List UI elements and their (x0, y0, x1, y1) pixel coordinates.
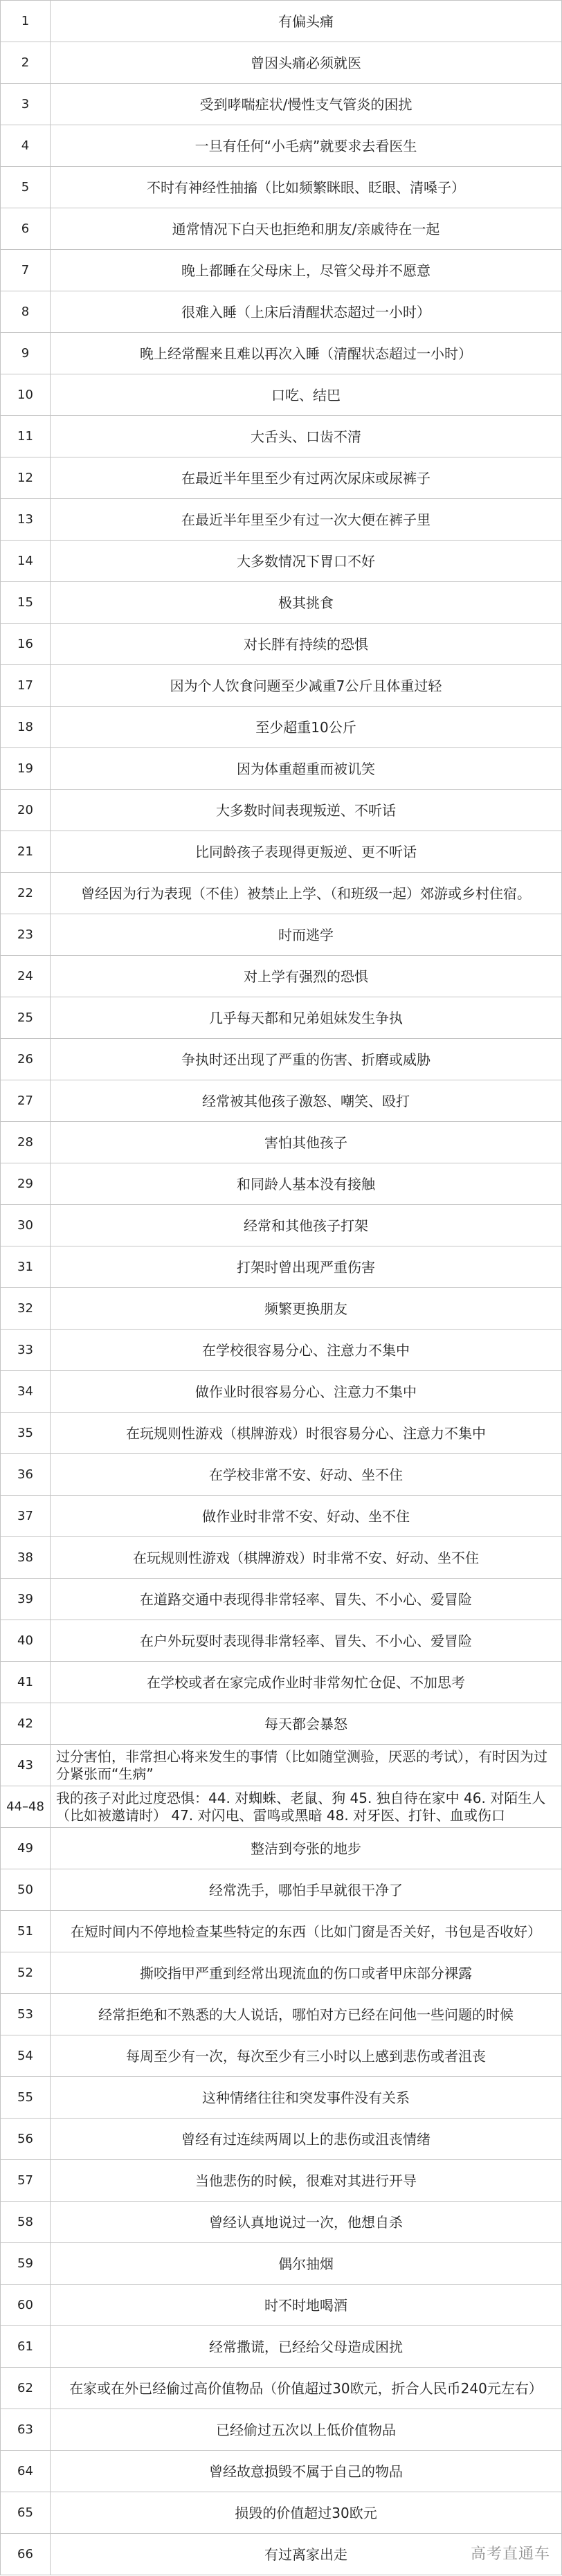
table-row (1, 873, 561, 914)
row-number: 8 (1, 291, 51, 332)
row-number: 20 (1, 790, 51, 831)
row-number: 43 (1, 1745, 51, 1786)
row-text: 争执时还出现了严重的伤害、折磨或威胁 (181, 1051, 430, 1068)
row-text: 大多数时间表现叛逆、不听话 (216, 801, 396, 819)
row-text: 极其挑食 (278, 594, 334, 611)
row-number: 29 (1, 1163, 51, 1204)
row-text: 在户外玩耍时表现得非常轻率、冒失、不小心、爱冒险 (140, 1632, 472, 1649)
row-number: 2 (1, 42, 51, 83)
table-row (1, 1662, 561, 1703)
table-row (1, 707, 561, 748)
row-number: 54 (1, 2035, 51, 2076)
row-number: 1 (1, 1, 51, 42)
table-row (1, 2202, 561, 2243)
table-row (1, 1703, 561, 1745)
row-text: 时而逃学 (278, 926, 334, 943)
row-text: 因为体重超重而被讥笑 (237, 760, 375, 777)
row-number: 22 (1, 873, 51, 914)
row-number: 33 (1, 1330, 51, 1370)
row-number: 14 (1, 541, 51, 581)
table-row (1, 2077, 561, 2119)
row-text: 做作业时非常不安、好动、坐不住 (202, 1507, 410, 1525)
row-number: 65 (1, 2492, 51, 2533)
row-number: 6 (1, 208, 51, 249)
row-text: 经常拒绝和不熟悉的大人说话，哪怕对方已经在问他一些问题的时候 (98, 2006, 514, 2023)
row-number: 10 (1, 374, 51, 415)
row-number: 30 (1, 1205, 51, 1246)
row-number: 59 (1, 2243, 51, 2284)
table-row (1, 457, 561, 499)
row-number: 13 (1, 499, 51, 540)
table-row (1, 1869, 561, 1911)
table-row (1, 125, 561, 167)
row-number: 56 (1, 2119, 51, 2159)
table-row (1, 2368, 561, 2409)
table-row (1, 748, 561, 790)
row-number: 60 (1, 2285, 51, 2325)
row-text: 曾经认真地说过一次，他想自杀 (209, 2213, 403, 2231)
table-row (1, 2035, 561, 2077)
row-text: 有偏头痛 (278, 12, 334, 30)
table-row (1, 1, 561, 42)
row-text: 每天都会暴怒 (264, 1715, 347, 1732)
row-number: 23 (1, 914, 51, 955)
row-text: 对长胖有持续的恐惧 (244, 635, 368, 653)
row-text: 在最近半年里至少有过两次尿床或尿裤子 (181, 469, 430, 487)
row-text: 在玩规则性游戏（棋牌游戏）时非常不安、好动、坐不住 (133, 1549, 479, 1566)
row-text: 曾经故意损毁不属于自己的物品 (209, 2462, 403, 2480)
table-row (1, 1413, 561, 1454)
table-row (1, 1039, 561, 1080)
row-number: 5 (1, 167, 51, 208)
table-row (1, 1911, 561, 1952)
row-number: 62 (1, 2368, 51, 2409)
table-row (1, 2160, 561, 2202)
row-number: 44–48 (1, 1786, 51, 1827)
row-number: 36 (1, 1454, 51, 1495)
row-text: 在道路交通中表现得非常轻率、冒失、不小心、爱冒险 (140, 1590, 472, 1608)
table-row (1, 167, 561, 208)
row-text: 受到哮喘症状/慢性支气管炎的困扰 (199, 96, 413, 113)
row-number: 11 (1, 416, 51, 457)
row-number: 35 (1, 1413, 51, 1453)
table-row (1, 2243, 561, 2285)
row-number: 38 (1, 1537, 51, 1578)
table-row (1, 1745, 561, 1786)
table-row (1, 2326, 561, 2368)
row-text: 几乎每天都和兄弟姐妹发生争执 (209, 1009, 403, 1026)
table-row (1, 1122, 561, 1163)
row-number: 25 (1, 997, 51, 1038)
row-number: 28 (1, 1122, 51, 1163)
row-text: 做作业时很容易分心、注意力不集中 (195, 1383, 417, 1400)
table-row (1, 250, 561, 291)
row-number: 17 (1, 665, 51, 706)
row-text: 偶尔抽烟 (278, 2255, 334, 2272)
row-text: 很难入睡（上床后清醒状态超过一小时） (181, 303, 430, 320)
row-text: 已经偷过五次以上低价值物品 (216, 2421, 396, 2438)
row-number: 37 (1, 1496, 51, 1536)
row-number: 21 (1, 831, 51, 872)
table-row (1, 1371, 561, 1413)
row-text: 经常撒谎，已经给父母造成困扰 (209, 2338, 403, 2355)
table-row (1, 1496, 561, 1537)
table-row (1, 499, 561, 541)
row-number: 42 (1, 1703, 51, 1744)
table-row (1, 956, 561, 997)
row-text: 和同龄人基本没有接触 (237, 1175, 375, 1192)
row-text: 过分害怕，非常担心将来发生的事情（比如随堂测验，厌恶的考试），有时因为过分紧张而“生病” (56, 1748, 547, 1782)
row-text: 曾因头痛必须就医 (251, 54, 361, 71)
row-number: 7 (1, 250, 51, 291)
table-row (1, 790, 561, 831)
table-row (1, 2285, 561, 2326)
row-text: 害怕其他孩子 (264, 1134, 347, 1151)
table-row (1, 84, 561, 125)
row-number: 66 (1, 2534, 51, 2575)
row-text: 晚上都睡在父母床上，尽管父母并不愿意 (181, 262, 430, 279)
row-text: 这种情绪往往和突发事件没有关系 (202, 2089, 410, 2106)
table-row (1, 291, 561, 333)
row-text: 在最近半年里至少有过一次大便在裤子里 (181, 511, 430, 528)
row-number: 24 (1, 956, 51, 997)
row-text: 比同龄孩子表现得更叛逆、更不听话 (195, 843, 417, 860)
row-number: 52 (1, 1952, 51, 1993)
table-row (1, 1620, 561, 1662)
row-text: 至少超重10公斤 (255, 718, 356, 736)
table-row (1, 541, 561, 582)
table-row (1, 42, 561, 84)
row-text: 在家或在外已经偷过高价值物品（价值超过30欧元，折合人民币240元左右） (69, 2379, 543, 2397)
row-number: 53 (1, 1994, 51, 2035)
row-text: 经常被其他孩子激怒、嘲笑、殴打 (202, 1092, 410, 1109)
table-row (1, 1952, 561, 1994)
table-row (1, 1786, 561, 1828)
row-text: 大舌头、口齿不清 (251, 428, 361, 445)
row-text: 损毁的价值超过30欧元 (235, 2504, 377, 2521)
row-text: 在学校或者在家完成作业时非常匆忙仓促、不加思考 (147, 1674, 465, 1691)
table-row (1, 2492, 561, 2534)
row-number: 26 (1, 1039, 51, 1080)
table-row (1, 1080, 561, 1122)
table-row (1, 333, 561, 374)
row-text: 一旦有任何“小毛病”就要求去看医生 (194, 137, 417, 154)
table-row (1, 1288, 561, 1330)
row-text: 大多数情况下胃口不好 (237, 552, 375, 570)
row-text: 在玩规则性游戏（棋牌游戏）时很容易分心、注意力不集中 (126, 1424, 486, 1442)
row-number: 64 (1, 2451, 51, 2492)
table-row (1, 208, 561, 250)
row-number: 9 (1, 333, 51, 374)
row-number: 61 (1, 2326, 51, 2367)
row-text: 经常洗手，哪怕手早就很干净了 (209, 1881, 403, 1898)
row-text: 在学校非常不安、好动、坐不住 (209, 1466, 403, 1483)
row-number: 16 (1, 624, 51, 664)
row-number: 34 (1, 1371, 51, 1412)
table-row (1, 665, 561, 707)
table-row (1, 914, 561, 956)
table-row (1, 1537, 561, 1579)
row-text: 频繁更换朋友 (264, 1300, 347, 1317)
row-number: 31 (1, 1246, 51, 1287)
row-number: 32 (1, 1288, 51, 1329)
row-number: 55 (1, 2077, 51, 2118)
row-number: 40 (1, 1620, 51, 1661)
row-text: 打架时曾出现严重伤害 (237, 1258, 375, 1276)
table-row (1, 1205, 561, 1246)
row-text: 有过离家出走 (264, 2546, 347, 2563)
table-row (1, 2119, 561, 2160)
row-text: 曾经有过连续两周以上的悲伤或沮丧情绪 (181, 2130, 430, 2148)
row-text: 对上学有强烈的恐惧 (244, 968, 368, 985)
row-text: 不时有神经性抽搐（比如频繁眯眼、眨眼、清嗓子） (147, 179, 465, 196)
row-number: 49 (1, 1828, 51, 1869)
row-text: 在学校很容易分心、注意力不集中 (202, 1341, 410, 1359)
row-number: 63 (1, 2409, 51, 2450)
row-number: 15 (1, 582, 51, 623)
table-row (1, 1454, 561, 1496)
row-number: 41 (1, 1662, 51, 1703)
row-number: 18 (1, 707, 51, 747)
table-row (1, 2451, 561, 2492)
table-row (1, 1163, 561, 1205)
row-text: 因为个人饮食问题至少减重7公斤且体重过轻 (170, 677, 442, 694)
table-row (1, 582, 561, 624)
table-row (1, 1994, 561, 2035)
row-text: 每周至少有一次，每次至少有三小时以上感到悲伤或者沮丧 (126, 2047, 486, 2065)
row-number: 51 (1, 1911, 51, 1952)
row-text: 我的孩子对此过度恐惧：44. 对蜘蛛、老鼠、狗 45. 独自待在家中 46. 对陌生人（比如被邀请时） 47. 对闪电、雷鸣或黑暗 48. 对牙医、打针、血或伤口 (56, 1789, 546, 1824)
row-number: 19 (1, 748, 51, 789)
row-text: 口吃、结巴 (271, 386, 341, 403)
row-number: 3 (1, 84, 51, 125)
table-row (1, 416, 561, 457)
row-text: 经常和其他孩子打架 (244, 1217, 368, 1234)
watermark: 高考直通车 (470, 2546, 550, 2563)
row-number: 39 (1, 1579, 51, 1620)
row-number: 4 (1, 125, 51, 166)
row-text: 在短时间内不停地检查某些特定的东西（比如门窗是否关好，书包是否收好） (71, 1923, 541, 1940)
row-text: 整洁到夸张的地步 (251, 1840, 361, 1857)
row-number: 50 (1, 1869, 51, 1910)
row-text: 撕咬指甲严重到经常出现流血的伤口或者甲床部分裸露 (140, 1964, 472, 1981)
row-text: 晚上经常醒来且难以再次入睡（清醒状态超过一小时） (140, 345, 472, 362)
table-row (1, 1330, 561, 1371)
table-row (1, 1828, 561, 1869)
table-row (1, 1579, 561, 1620)
row-text: 曾经因为行为表现（不佳）被禁止上学、（和班级一起）郊游或乡村住宿。 (81, 885, 531, 902)
row-number: 57 (1, 2160, 51, 2201)
table-row (1, 2409, 561, 2451)
row-number: 12 (1, 457, 51, 498)
table-row (1, 1246, 561, 1288)
row-text: 当他悲伤的时候，很难对其进行开导 (195, 2172, 417, 2189)
table-row (1, 374, 561, 416)
table-row (1, 997, 561, 1039)
table-row (1, 624, 561, 665)
row-number: 27 (1, 1080, 51, 1121)
row-number: 58 (1, 2202, 51, 2242)
table-row (1, 831, 561, 873)
row-text: 通常情况下白天也拒绝和朋友/亲戚待在一起 (172, 220, 440, 237)
row-text: 时不时地喝酒 (264, 2296, 347, 2314)
